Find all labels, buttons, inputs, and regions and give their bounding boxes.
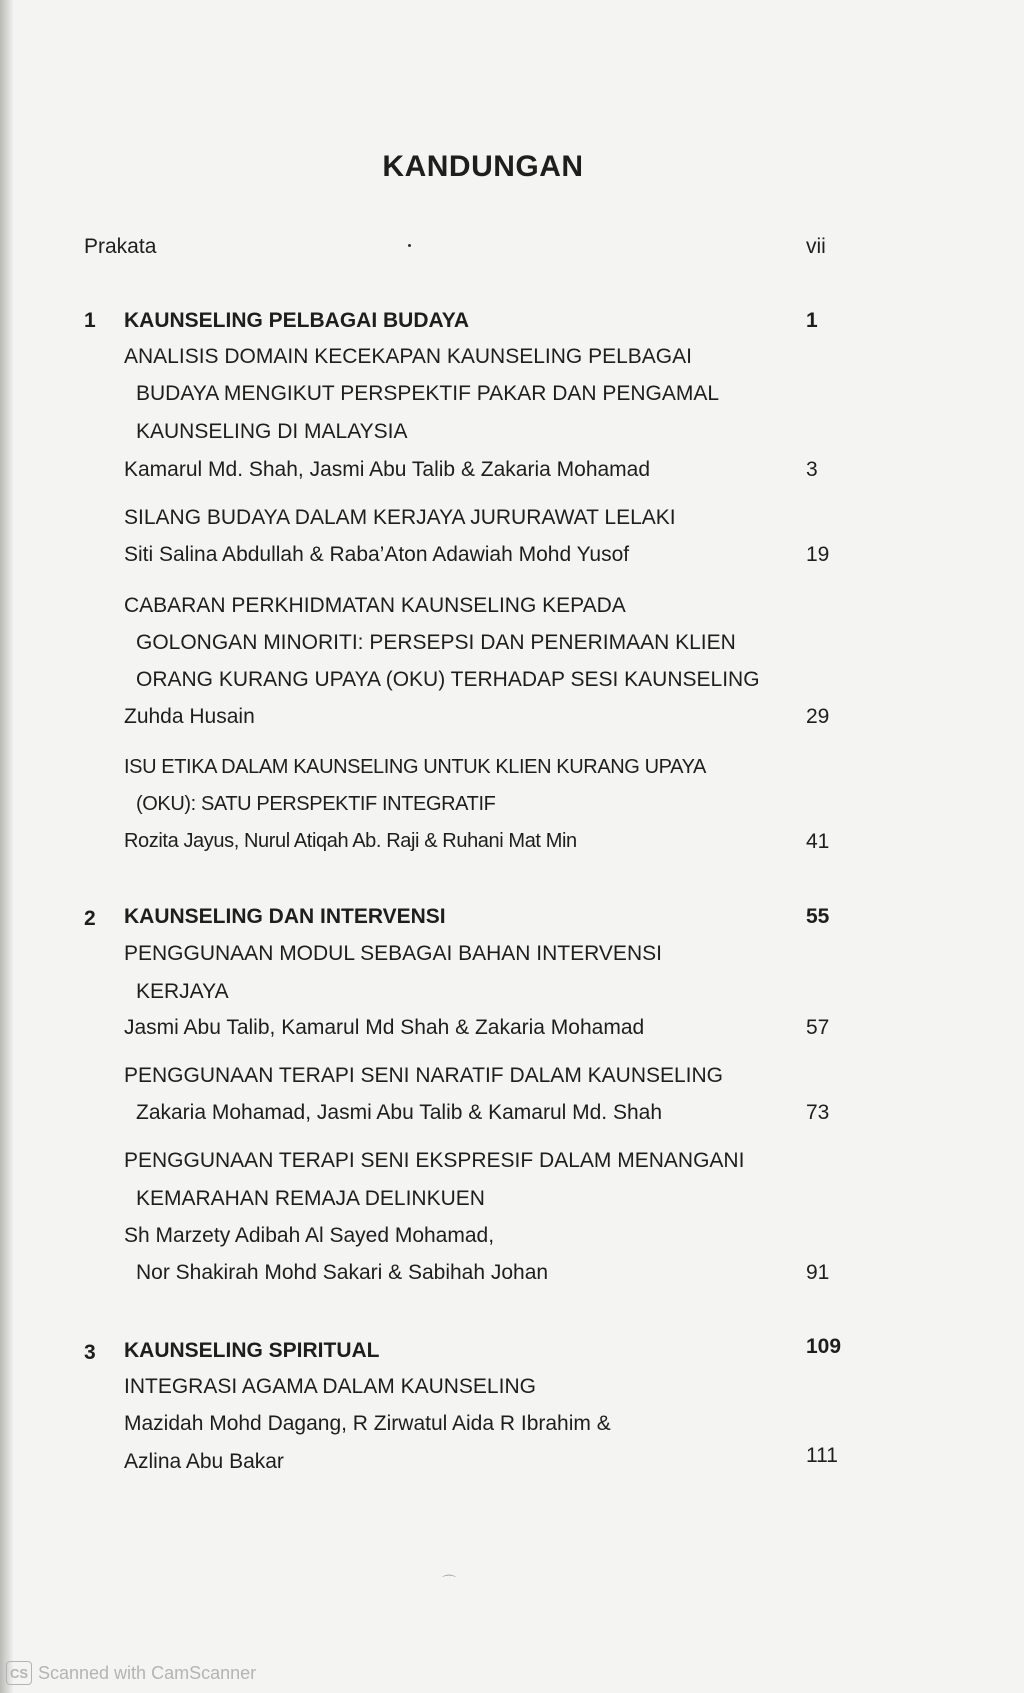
entry-title-line: SILANG BUDAYA DALAM KERJAYA JURURAWAT LELAKI [124, 506, 676, 529]
entry-page: 19 [806, 543, 830, 566]
preface-page: vii [806, 235, 826, 258]
scan-speck [408, 244, 411, 247]
entry-page: 111 [806, 1444, 838, 1467]
section-title: KAUNSELING PELBAGAI BUDAYA [124, 309, 469, 332]
entry-authors: Azlina Abu Bakar [124, 1450, 284, 1473]
entry-title-line: PENGGUNAAN MODUL SEBAGAI BAHAN INTERVENSI [124, 942, 662, 965]
entry-authors: Nor Shakirah Mohd Sakari & Sabihah Johan [136, 1261, 549, 1284]
entry-title-line: KERJAYA [136, 980, 229, 1003]
entry-authors: Siti Salina Abdullah & Raba’Aton Adawiah Mohd Yusof [124, 543, 630, 566]
watermark-text: Scanned with CamScanner [38, 1662, 257, 1683]
entry-authors: Zuhda Husain [124, 705, 255, 728]
entry-title-line: (OKU): SATU PERSPEKTIF INTEGRATIF [136, 793, 496, 815]
entry-authors: Mazidah Mohd Dagang, R Zirwatul Aida R Ibrahim & [124, 1412, 611, 1435]
page-title: KANDUNGAN [382, 150, 584, 183]
entry-title-line: PENGGUNAAN TERAPI SENI EKSPRESIF DALAM MENANGANI [124, 1149, 745, 1172]
section-page: 55 [806, 905, 830, 928]
entry-title-line: GOLONGAN MINORITI: PERSEPSI DAN PENERIMAAN KLIEN [136, 631, 736, 654]
entry-page: 41 [806, 830, 830, 853]
section-number: 3 [84, 1341, 96, 1364]
entry-page: 57 [806, 1016, 830, 1039]
entry-title-line: ISU ETIKA DALAM KAUNSELING UNTUK KLIEN KURANG UPAYA [124, 756, 706, 778]
entry-title-line: INTEGRASI AGAMA DALAM KAUNSELING [124, 1375, 536, 1398]
entry-title-line: BUDAYA MENGIKUT PERSPEKTIF PAKAR DAN PENGAMAL [136, 382, 720, 405]
entry-authors: Jasmi Abu Talib, Kamarul Md Shah & Zakaria Mohamad [124, 1016, 645, 1039]
entry-title-line: ORANG KURANG UPAYA (OKU) TERHADAP SESI KAUNSELING [136, 668, 760, 691]
camscanner-logo-icon: CS [6, 1661, 32, 1685]
scanner-watermark [6, 1661, 256, 1685]
entry-title-line: PENGGUNAAN TERAPI SENI NARATIF DALAM KAUNSELING [124, 1064, 724, 1087]
entry-authors: Sh Marzety Adibah Al Sayed Mohamad, [124, 1224, 495, 1247]
scan-speck: ⌒ [442, 1574, 456, 1590]
section-number: 1 [84, 309, 96, 332]
entry-title-line: CABARAN PERKHIDMATAN KAUNSELING KEPADA [124, 594, 626, 617]
section-number: 2 [84, 907, 96, 930]
entry-authors: Rozita Jayus, Nurul Atiqah Ab. Raji & Ruhani Mat Min [124, 830, 577, 852]
entry-authors: Zakaria Mohamad, Jasmi Abu Talib & Kamarul Md. Shah [136, 1101, 663, 1124]
section-title: KAUNSELING SPIRITUAL [124, 1339, 380, 1362]
section-page: 109 [806, 1335, 842, 1358]
entry-title-line: KEMARAHAN REMAJA DELINKUEN [136, 1187, 485, 1210]
entry-page: 29 [806, 705, 830, 728]
entry-title-line: KAUNSELING DI MALAYSIA [136, 420, 408, 443]
section-page: 1 [806, 309, 818, 332]
entry-authors: Kamarul Md. Shah, Jasmi Abu Talib & Zakaria Mohamad [124, 458, 651, 481]
preface-label: Prakata [84, 235, 157, 258]
entry-title-line: ANALISIS DOMAIN KECEKAPAN KAUNSELING PELBAGAI [124, 345, 692, 368]
entry-page: 73 [806, 1101, 830, 1124]
entry-page: 91 [806, 1261, 830, 1284]
section-title: KAUNSELING DAN INTERVENSI [124, 905, 446, 928]
entry-page: 3 [806, 458, 818, 481]
